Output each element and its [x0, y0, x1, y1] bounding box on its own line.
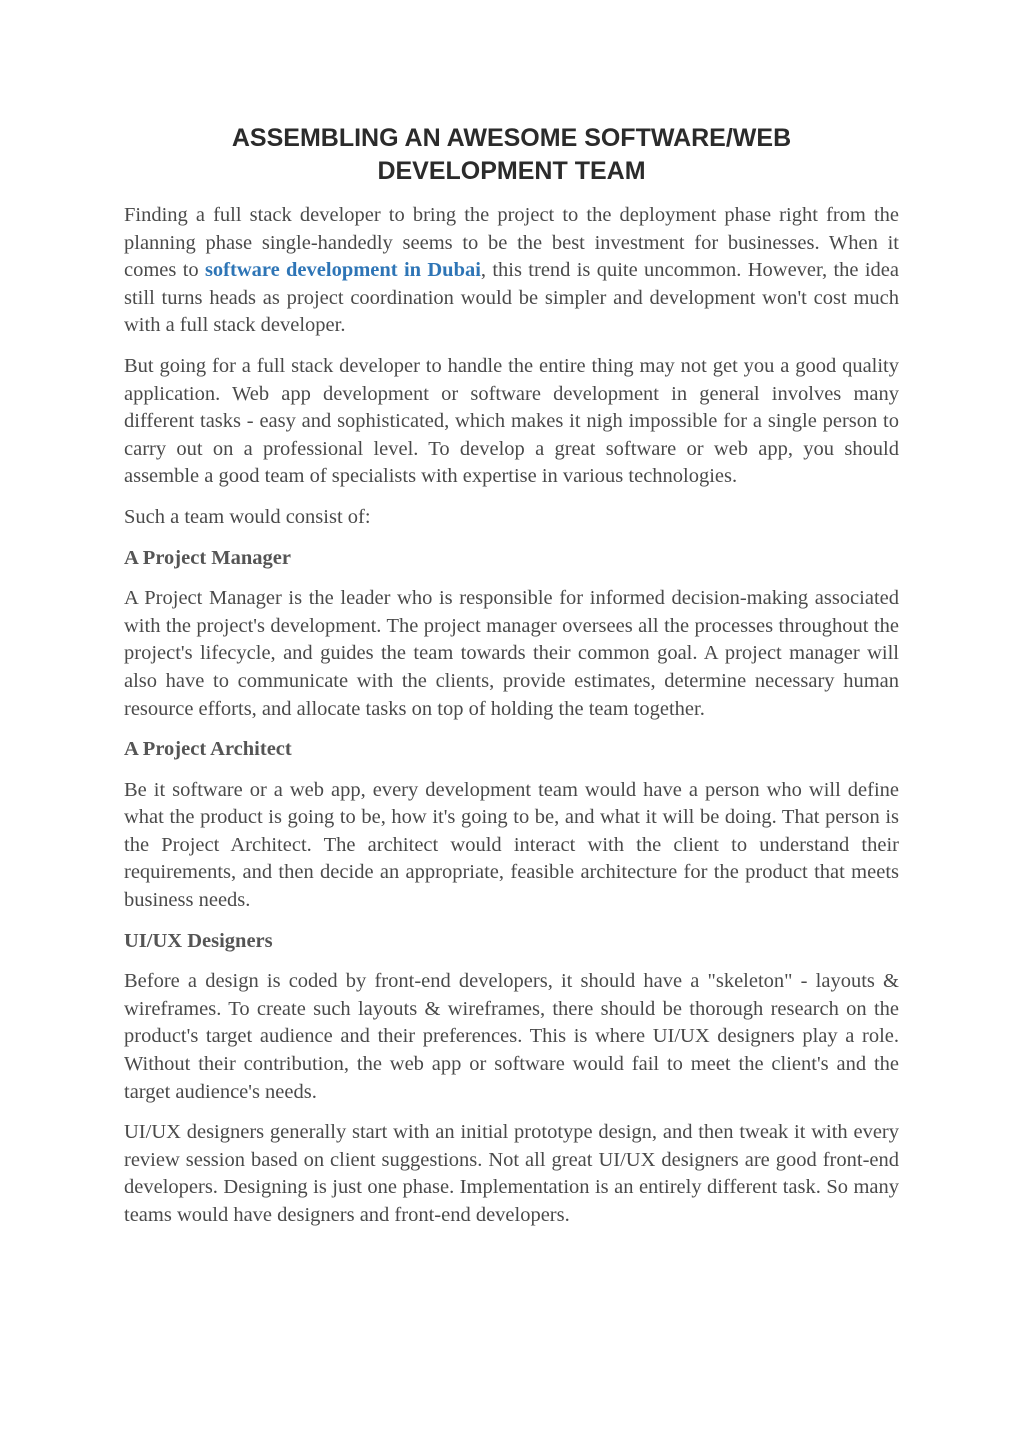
project-architect-paragraph: Be it software or a web app, every development team would have a person who will define what the product is going to be, how it's going to be, and what it will be doing. That person is the Project Architect. The architect would interact with the client to understand their requirements, and then decide an appropriate, feasible architecture for the product that meets business needs.	[124, 778, 899, 912]
software-development-dubai-link[interactable]: software development in Dubai	[204, 259, 481, 282]
document-page	[124, 122, 899, 1243]
page-title-line-2: DEVELOPMENT TEAM	[377, 157, 646, 185]
intro-paragraph	[124, 202, 899, 340]
ui-ux-designers-heading: UI/UX Designers	[124, 929, 273, 952]
intro-text-before-link: Finding a full stack developer to bring the project to the deployment phase right from the planning phase single-handedly seems to be the best investment for businesses. When it comes to	[124, 204, 899, 282]
intro-text-after-link: , this trend is quite uncommon. However, the idea still turns heads as project coordination would be simpler and development won't cost much with a full stack developer.	[124, 259, 899, 337]
page-title	[124, 122, 899, 188]
full-stack-paragraph: But going for a full stack developer to handle the entire thing may not get you a good quality application. Web app development or software development in general involves many different tasks - easy and sophisticated, which makes it nigh impossible for a single person to carry out on a professional level. To develop a great software or web app, you should assemble a good team of specialists with expertise in various technologies.	[124, 354, 899, 488]
ui-ux-paragraph-2: UI/UX designers generally start with an initial prototype design, and then tweak it with every review session based on client suggestions. Not all great UI/UX designers are good front-end developers. Designing is just one phase. Implementation is an entirely different task. So many teams would have designers and front-end developers.	[124, 1121, 899, 1226]
project-architect-heading: A Project Architect	[124, 738, 292, 761]
ui-ux-paragraph-1: Before a design is coded by front-end developers, it should have a "skeleton" - layouts & wireframes. To create such layouts & wireframes, there should be thorough research on the product's target audience and their preferences. This is where UI/UX designers play a role. Without their contribution, the web app or software would fail to meet the client's and the target audience's needs.	[124, 970, 899, 1103]
project-manager-paragraph: A Project Manager is the leader who is responsible for informed decision-making associated with the project's development. The project manager oversees all the processes throughout the project's lifecycle, and guides the team towards their common goal. A project manager will also have to communicate with the clients, provide estimates, determine necessary human resource efforts, and allocate tasks on top of holding the team together.	[124, 587, 899, 720]
team-intro-paragraph: Such a team would consist of:	[124, 505, 371, 528]
page-title-line-1: ASSEMBLING AN AWESOME SOFTWARE/WEB	[231, 124, 792, 152]
project-manager-heading: A Project Manager	[124, 546, 291, 569]
